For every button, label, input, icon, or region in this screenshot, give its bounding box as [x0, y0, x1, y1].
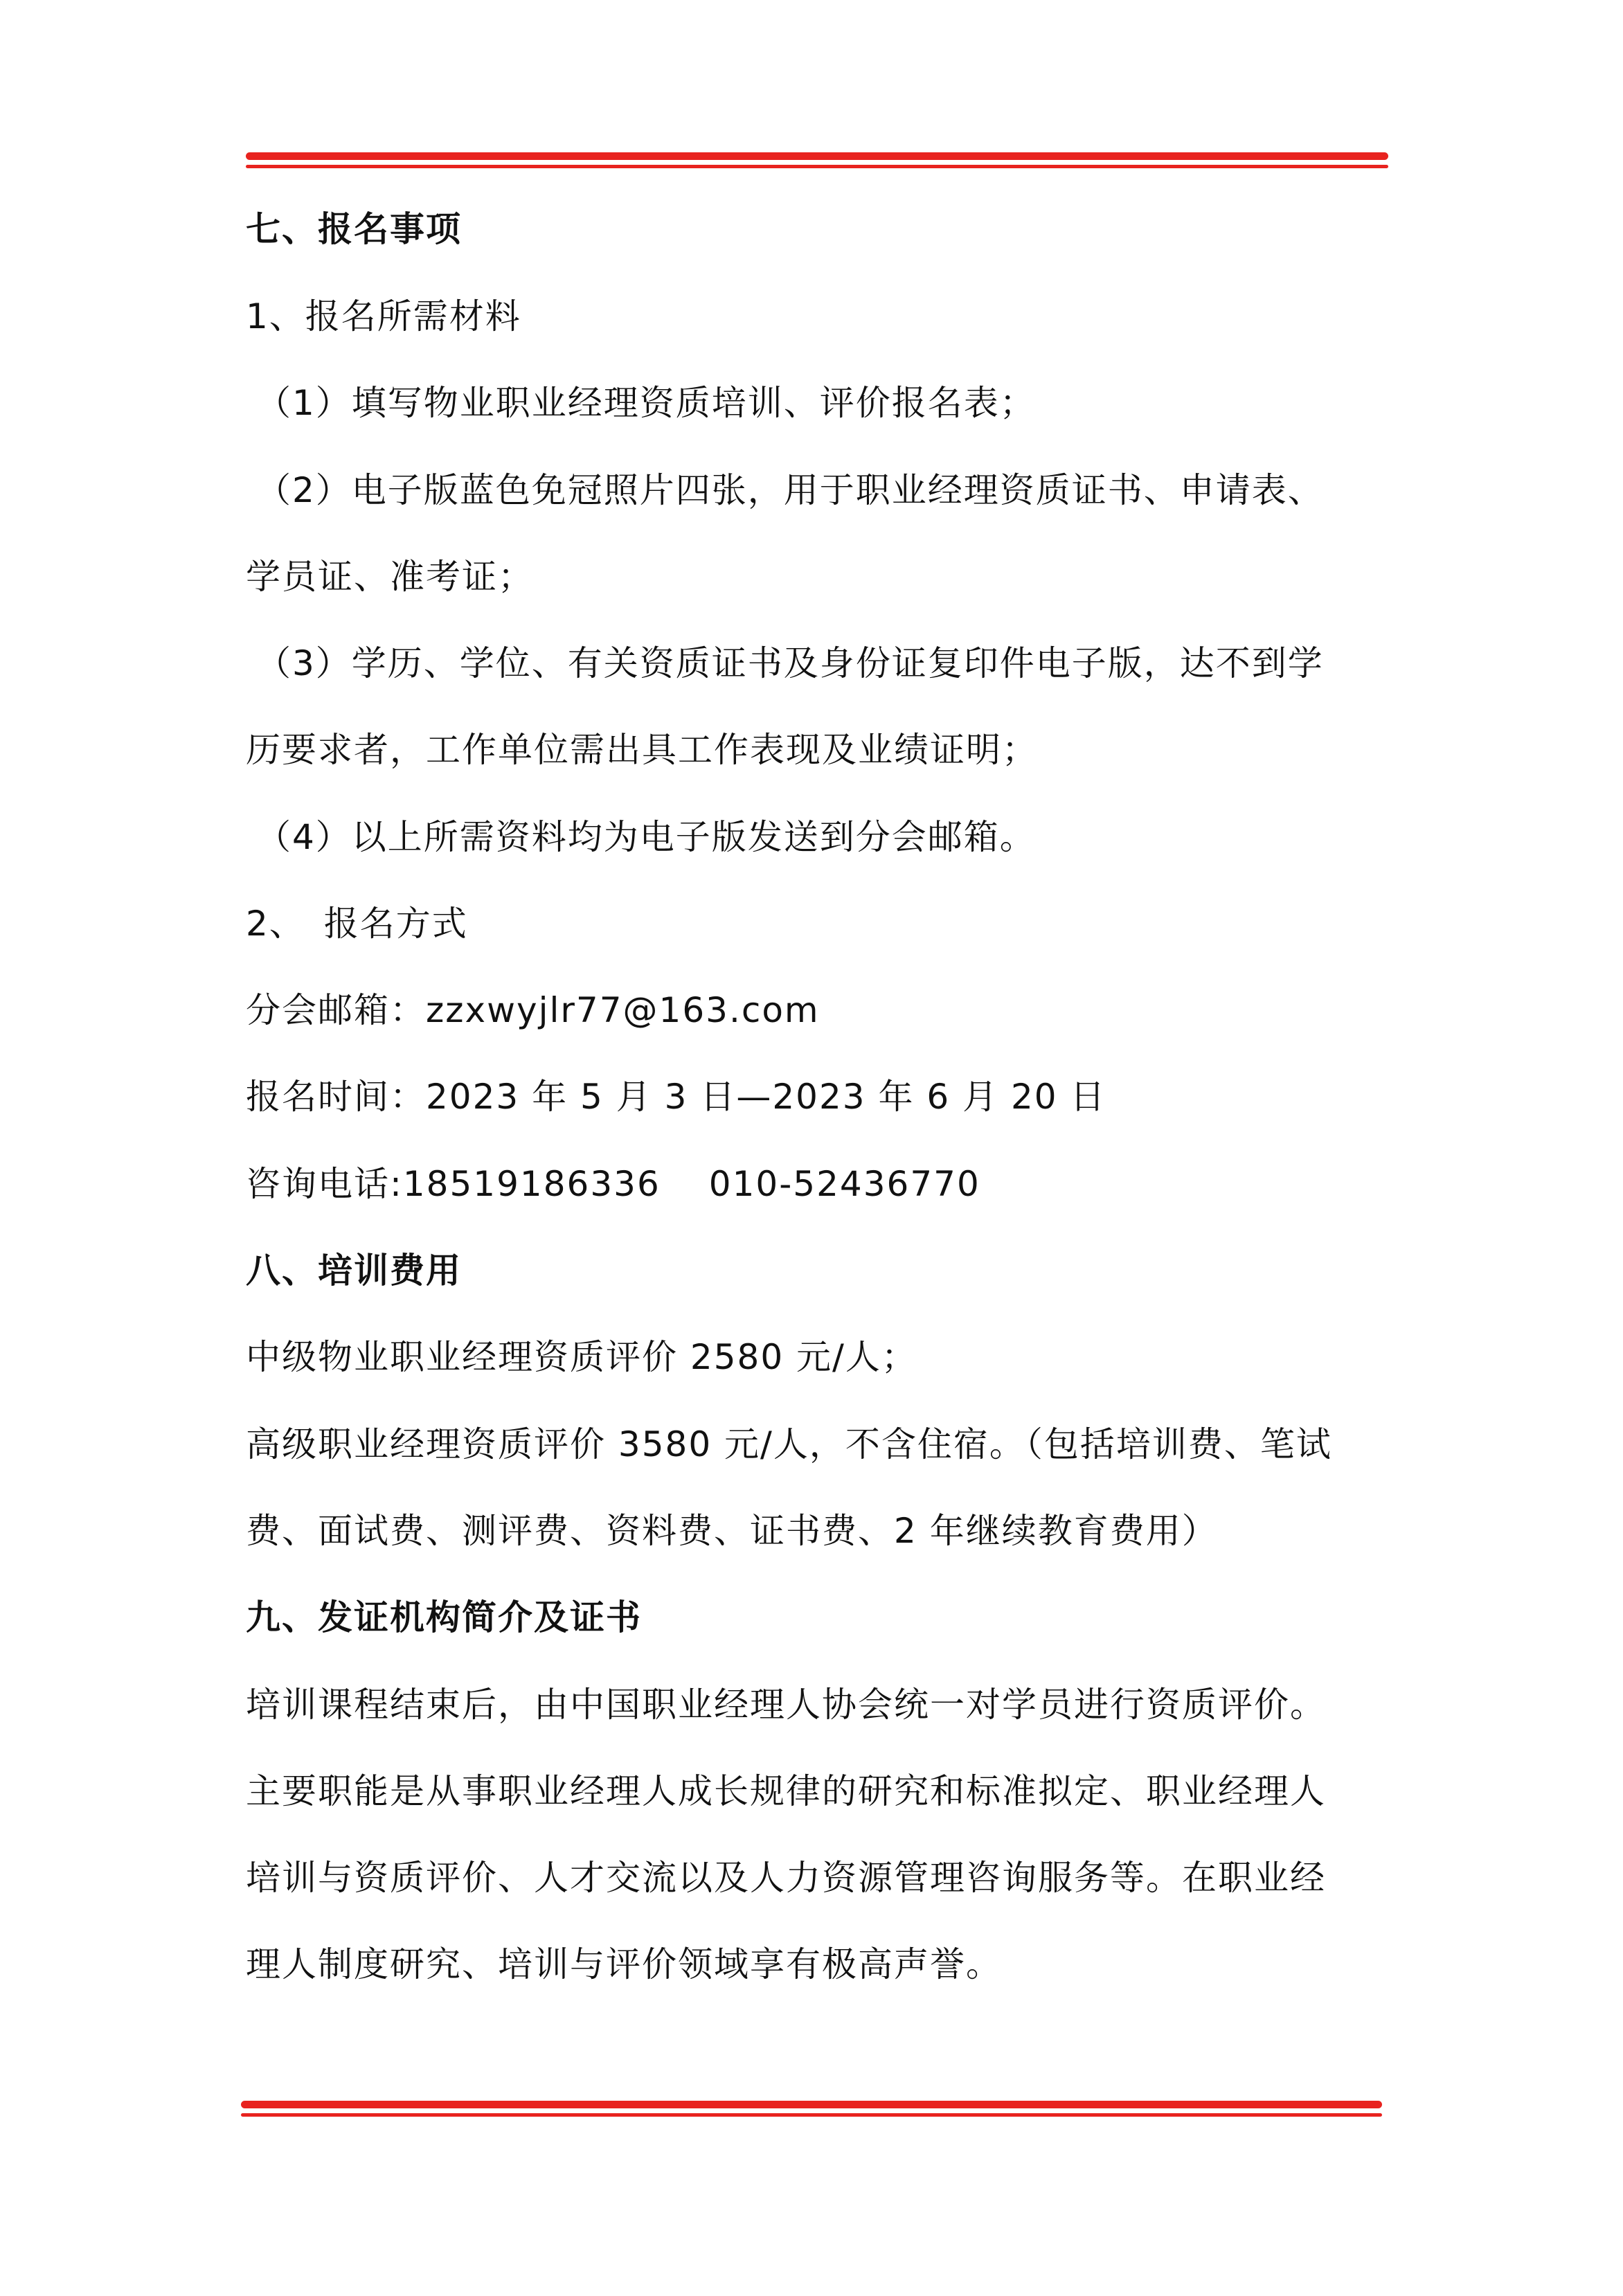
footer-rule-thin	[241, 2113, 1382, 2117]
branch-email: 分会邮箱：zzxwyjlr77@163.com	[246, 990, 820, 1030]
material-item-3-line-2: 历要求者，工作单位需出具工作表现及业绩证明；	[246, 730, 1038, 770]
org-intro-line-2: 主要职能是从事职业经理人成长规律的研究和标准拟定、职业经理人	[246, 1771, 1326, 1811]
section-8-heading: 八、培训费用	[246, 1250, 462, 1291]
fee-senior-line-1: 高级职业经理资质评价 3580 元/人，不含住宿。（包括培训费、笔试	[246, 1424, 1332, 1464]
footer-rule-thick	[241, 2101, 1382, 2108]
material-item-4: （4）以上所需资料均为电子版发送到分会邮箱。	[256, 817, 1036, 857]
material-item-1: （1）填写物业职业经理资质培训、评价报名表；	[256, 383, 1036, 423]
fee-intermediate: 中级物业职业经理资质评价 2580 元/人；	[246, 1337, 917, 1377]
fee-senior-line-2: 费、面试费、测评费、资料费、证书费、2 年继续教育费用）	[246, 1511, 1218, 1551]
consult-phone-secondary: 010-52436770	[708, 1164, 980, 1204]
consult-phone	[246, 1163, 980, 1205]
signup-time: 报名时间：2023 年 5 月 3 日—2023 年 6 月 20 日	[246, 1077, 1106, 1117]
material-item-3-line-1: （3）学历、学位、有关资质证书及身份证复印件电子版，达不到学	[256, 643, 1324, 683]
org-intro-line-1: 培训课程结束后，由中国职业经理人协会统一对学员进行资质评价。	[246, 1685, 1326, 1725]
footer-rule	[241, 2101, 1382, 2117]
consult-phone-primary: 咨询电话:18519186336	[246, 1164, 661, 1204]
header-rule	[246, 152, 1388, 168]
section-7-heading: 七、报名事项	[246, 209, 462, 249]
material-item-2-line-2: 学员证、准考证；	[246, 557, 534, 597]
subsection-signup-method: 2、 报名方式	[246, 904, 468, 944]
material-item-2-line-1: （2）电子版蓝色免冠照片四张，用于职业经理资质证书、申请表、	[256, 470, 1324, 510]
org-intro-line-3: 培训与资质评价、人才交流以及人力资源管理咨询服务等。在职业经	[246, 1858, 1326, 1898]
org-intro-line-4: 理人制度研究、培训与评价领域享有极高声誉。	[246, 1944, 1002, 1984]
section-9-heading: 九、发证机构简介及证书	[246, 1597, 642, 1638]
header-rule-thin	[246, 165, 1388, 168]
header-rule-thick	[246, 152, 1388, 160]
subsection-materials: 1、报名所需材料	[246, 296, 521, 337]
